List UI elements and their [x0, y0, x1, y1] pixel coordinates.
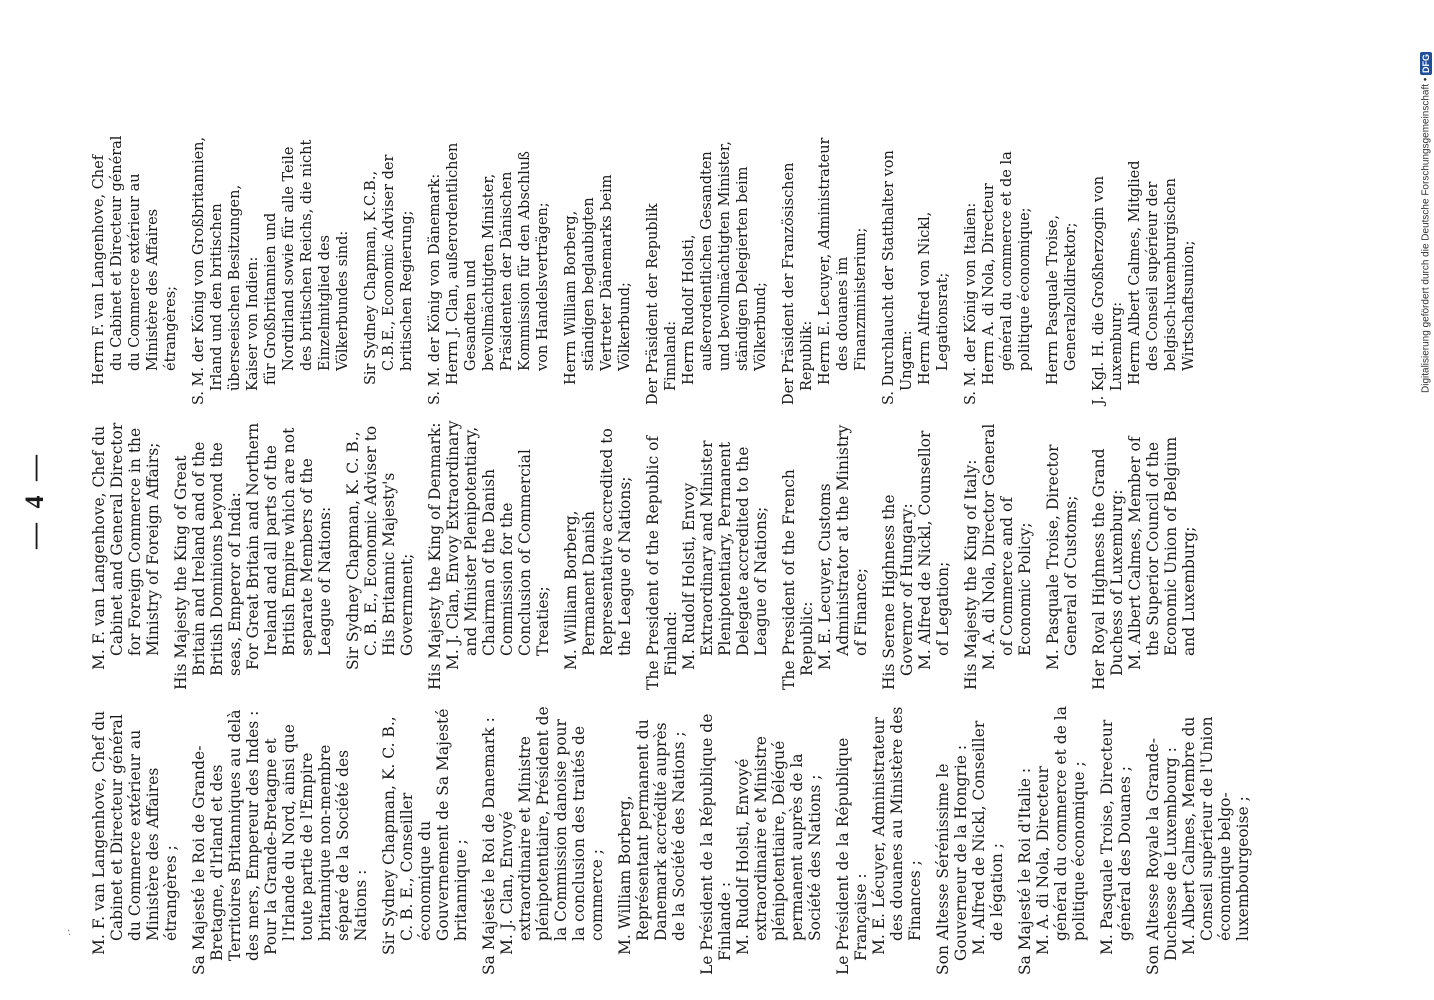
signatory-entry — [344, 420, 416, 690]
delegate-description: Herrn William Borberg, ständigen beglaubigten Vertreter Dänemarks beim Völkerbund; — [563, 174, 633, 385]
sovereign-heading: Sa Majesté le Roi de Danemark : — [480, 717, 498, 975]
page-number: — 4 — — [20, 451, 49, 549]
delegate-description: Herrn Pasquale Troise, Generalzolldirektor; — [1045, 215, 1079, 385]
sovereign-heading: The President of the Republic of Finland: — [644, 435, 680, 690]
german-column — [90, 135, 1208, 405]
delegate-description: Sir Sydney Chapman, K. C. B., C. B. E., Economic Adviser to His Britannic Majesty's Government; — [344, 425, 416, 670]
signatory-entry — [562, 135, 634, 405]
sovereign-heading: Le Président de la République Française : — [834, 737, 870, 975]
delegate-description: Sir Sydney Chapman, K. C. B., C. B. E., Conseiller économique du Gouvernement de Sa Majesté britannique ; — [380, 708, 470, 955]
sovereign-heading: His Majesty the King of Italy: — [962, 459, 980, 690]
delegate-description: Herrn A. di Nola, Directeur général du commerce et de la politique économique; — [981, 151, 1033, 385]
sovereign-heading: Sa Majesté le Roi d'Italie : — [1016, 767, 1034, 975]
signatory-entry — [172, 420, 334, 690]
delegate-description: M. A. di Nola, Directeur général du commerce et de la politique économique ; — [1034, 706, 1088, 955]
delegate-description: M. Pasquale Troise, Director General of Customs; — [1044, 444, 1080, 670]
signatory-entry — [934, 705, 1006, 975]
delegate-description: Herrn Albert Calmes, Mitglied des Conseil supérieur der belgisch-luxemburgischen Wirtschaftsunion; — [1127, 160, 1197, 385]
delegate-description: M. Alfred de Nickl, Counsellor of Legation; — [916, 430, 952, 670]
signatory-entry — [880, 135, 952, 405]
signatory-entry — [780, 135, 870, 405]
delegate-description: Herrn F. van Langenhove, Chef du Cabinet et Directeur général du Commerce extérieur au Ministère des Affaires étrangères; — [91, 135, 179, 385]
sovereign-heading: His Serene Highness the Governor of Hungary: — [880, 494, 916, 690]
delegate-description: M. William Borberg, Permanent Danish Representative accredited to the League of Nations; — [562, 428, 634, 670]
signatory-entry — [480, 705, 606, 975]
delegate-description: M. E. Lécuyer, Administrateur des douanes au Ministère des Finances ; — [870, 706, 924, 955]
signatory-entry — [1098, 705, 1134, 975]
signatory-entry — [190, 135, 352, 405]
signatory-entry — [90, 135, 180, 405]
delegate-description: für Großbritannien und Nordirland sowie für alle Teile des britischen Reichs, die nicht Einzelmitglied des Völkerbundes sind: — [263, 139, 351, 385]
signatory-entry — [962, 135, 1034, 405]
signatory-entry — [644, 135, 770, 405]
delegate-description: M. A. di Nola, Director General of Commerce and of Economic Policy; — [980, 423, 1034, 670]
signatory-entry — [834, 705, 924, 975]
signatory-entry — [90, 705, 180, 975]
signatory-entry — [426, 420, 552, 690]
signatory-entry — [380, 705, 470, 975]
delegate-description: M. William Borberg, Représentant permanent du Danemark accrédité auprès de la Société des Nations ; — [616, 719, 688, 955]
delegate-description: Sir Sydney Chapman, K.C.B., C.B.E., Economic Adviser der britischen Regierung; — [363, 154, 415, 385]
signatory-entry — [1090, 420, 1198, 690]
delegate-description: Herrn Rudolf Holsti, außerordentlichen Gesandten und bevollmächtigten Minister, ständigen Delegierten beim Völkerbund; — [681, 141, 769, 385]
delegate-description: Herrn Alfred von Nickl, Legationsrat; — [917, 211, 951, 385]
delegate-description: M. J. Clan, Envoy Extraordinary and Minister Plenipotentiary, Chairman of the Danish Commission for the Conclusion of Commercial Treaties; — [444, 420, 552, 670]
sovereign-heading: His Majesty the King of Great Britain and Ireland and of the British Dominions beyond the seas, Emperor of India: — [172, 441, 244, 690]
signatory-entry — [616, 705, 688, 975]
sovereign-heading: Der Präsident der Republik Finnland: — [645, 203, 679, 405]
delegate-description: M. Rudolf Holsti, Envoyé extraordinaire et Ministre plénipotentiaire, Délégué permanent auprès de la Société des Nations ; — [734, 736, 824, 955]
sovereign-heading: Sa Majesté le Roi de Grande-Bretagne, d'Irland et des Territoires Britanniques au delà des mers, Empereur des Indes : — [190, 709, 262, 975]
signatory-entry — [1144, 705, 1252, 975]
sovereign-heading: J. Kgl. H. die Großherzogin von Luxemburg: — [1091, 175, 1125, 405]
signatory-entry — [1090, 135, 1198, 405]
sovereign-heading: Son Altesse Sérénissime le Gouverneur de la Hongrie : — [934, 744, 970, 975]
delegate-description: M. Pasquale Troise, Directeur général des Douanes ; — [1098, 719, 1134, 955]
digitization-credit — [1420, 8, 1432, 393]
delegate-description: M. Albert Calmes, Membre du Conseil supérieur de l'Union économique belgo-luxembourgeoise ; — [1180, 716, 1252, 955]
signatory-entry — [426, 135, 552, 405]
sovereign-heading: Le Président de la République de Finlande : — [698, 713, 734, 975]
sovereign-heading: S. M. der König von Großbritannien, Irland und den britischen überseeischen Besitzungen, Kaiser von Indien: — [191, 136, 261, 405]
sovereign-heading: Son Altesse Royale la Grande-Duchesse de Luxembourg : — [1144, 738, 1180, 975]
delegate-description: For Great Britain and Northern Ireland and all parts of the British Empire which are not separate Members of the League of Nations: — [244, 422, 334, 670]
signatory-entry — [698, 705, 824, 975]
sovereign-heading: Der Präsident der Französischen Republik: — [781, 162, 815, 405]
sovereign-heading: S. M. der König von Italien: — [963, 202, 979, 405]
delegate-description: M. Rudolf Holsti, Envoy Extraordinary and Minister Plenipotentiary, Permanent Delegate accredited to the League of Nations; — [680, 440, 770, 670]
delegate-description: Herrn E. Lecuyer, Administrateur des douanes im Finanzministerium; — [817, 137, 869, 385]
delegate-description: Pour la Grande-Bretagne et l'Irlande du Nord, ainsi que toute partie de l'Empire britannique non-membre séparé de la Société des Nations : — [262, 724, 370, 955]
delegate-description: Herrn J. Clan, außerordentlichen Gesandten und bevollmächtigten Minister, Präsidenten der Dänischen Kommission für den Abschluß von Handelsverträgen; — [445, 142, 551, 385]
signatory-entry — [190, 705, 370, 975]
delegate-description: M. Alfred de Nickl, Conseiller de légation ; — [970, 720, 1006, 955]
signatory-entry — [1016, 705, 1088, 975]
signatory-entry — [780, 420, 870, 690]
credit-text: Digitalisierung gefördert durch die Deutsche Forschungsgemeinschaft • — [1420, 77, 1432, 393]
signatory-entry — [962, 420, 1034, 690]
scan-mark: ·̓ — [68, 930, 72, 941]
delegate-description: M. F. van Langenhove, Chef du Cabinet and General Director for Foreign Commerce in the Ministry of Foreign Affairs; — [90, 422, 162, 670]
english-column — [90, 420, 1208, 690]
signatory-entry — [880, 420, 952, 690]
signatory-entry — [90, 420, 162, 690]
rotated-document-page — [20, 25, 1410, 975]
delegate-description: M. J. Clan, Envoyé extraordinaire et Ministre plénipotentiaire, Président de la Commission danoise pour la conclusion des traités de commerce ; — [498, 706, 606, 955]
signatory-entry — [644, 420, 770, 690]
delegate-description: M. F. van Langenhove, Chef du Cabinet et Directeur général du Commerce extérieur au Ministère des Affaires étrangères ; — [90, 710, 180, 955]
sovereign-heading: S. Durchlaucht der Statthalter von Ungarn: — [881, 150, 915, 405]
dfg-logo-icon: DFG — [1421, 53, 1431, 73]
signatory-entry — [1044, 135, 1080, 405]
delegate-description: M. Albert Calmes, Member of the Superior Council of the Economic Union of Belgium and Luxemburg; — [1126, 436, 1198, 670]
sovereign-heading: The President of the French Republic: — [780, 469, 816, 690]
sovereign-heading: His Majesty the King of Denmark: — [426, 422, 444, 690]
signatory-entry — [1044, 420, 1080, 690]
delegate-description: M. E. Lecuyer, Customs Administrator at the Ministry of Finance; — [816, 424, 870, 670]
french-column — [90, 705, 1262, 975]
signatory-entry — [362, 135, 416, 405]
signatory-entry — [562, 420, 634, 690]
sovereign-heading: S. M. der König von Dänemark: — [427, 173, 443, 405]
sovereign-heading: Her Royal Highness the Grand Duchess of Luxemburg: — [1090, 448, 1126, 690]
